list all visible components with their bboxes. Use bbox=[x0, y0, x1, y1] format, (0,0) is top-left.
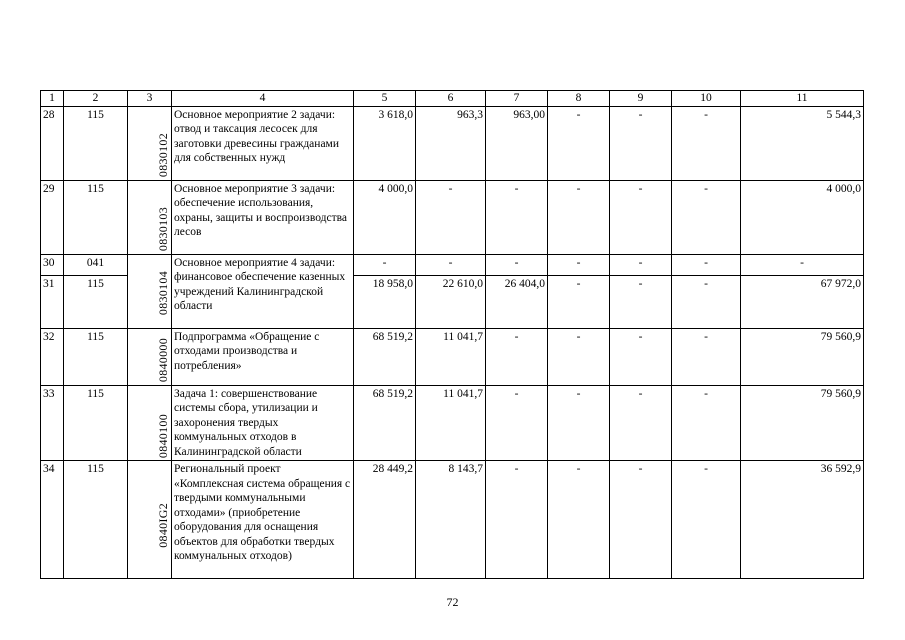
value-5: 68 519,2 bbox=[354, 385, 416, 461]
value-10: - bbox=[672, 180, 741, 254]
target-code bbox=[128, 254, 172, 328]
value-6: 22 610,0 bbox=[416, 275, 486, 328]
value-7: - bbox=[486, 461, 548, 579]
value-10: - bbox=[672, 385, 741, 461]
value-11: 67 972,0 bbox=[741, 275, 864, 328]
table-row bbox=[41, 106, 864, 180]
header-cell: 4 bbox=[172, 91, 354, 107]
value-11: 79 560,9 bbox=[741, 385, 864, 461]
value-8: - bbox=[548, 461, 610, 579]
value-7: 26 404,0 bbox=[486, 275, 548, 328]
description: Основное мероприятие 4 задачи: финансовое обеспечение казенных учреждений Калининградской области bbox=[172, 254, 354, 328]
header-cell: 6 bbox=[416, 91, 486, 107]
value-8: - bbox=[548, 275, 610, 328]
value-6: - bbox=[416, 254, 486, 275]
value-7: - bbox=[486, 180, 548, 254]
value-9: - bbox=[610, 461, 672, 579]
value-11: 5 544,3 bbox=[741, 106, 864, 180]
target-code-text: 0840000 bbox=[155, 338, 170, 383]
value-7: - bbox=[486, 328, 548, 385]
header-cell: 8 bbox=[548, 91, 610, 107]
header-cell: 10 bbox=[672, 91, 741, 107]
value-5: - bbox=[354, 254, 416, 275]
value-9: - bbox=[610, 328, 672, 385]
header-cell: 1 bbox=[41, 91, 64, 107]
value-5: 4 000,0 bbox=[354, 180, 416, 254]
row-number: 28 bbox=[41, 106, 64, 180]
header-cell: 11 bbox=[741, 91, 864, 107]
row-number: 33 bbox=[41, 385, 64, 461]
header-cell: 2 bbox=[64, 91, 128, 107]
value-10: - bbox=[672, 254, 741, 275]
value-8: - bbox=[548, 385, 610, 461]
value-6: 963,3 bbox=[416, 106, 486, 180]
chapter-code: 115 bbox=[64, 461, 128, 579]
header-cell: 9 bbox=[610, 91, 672, 107]
chapter-code: 041 bbox=[64, 254, 128, 275]
value-7: - bbox=[486, 385, 548, 461]
value-7: - bbox=[486, 254, 548, 275]
value-5: 18 958,0 bbox=[354, 275, 416, 328]
chapter-code: 115 bbox=[64, 180, 128, 254]
value-10: - bbox=[672, 275, 741, 328]
target-code-text: 0830104 bbox=[155, 271, 170, 316]
target-code bbox=[128, 328, 172, 385]
value-11: 36 592,9 bbox=[741, 461, 864, 579]
row-number: 34 bbox=[41, 461, 64, 579]
header-cell: 7 bbox=[486, 91, 548, 107]
value-8: - bbox=[548, 328, 610, 385]
value-8: - bbox=[548, 106, 610, 180]
page-number: 72 bbox=[446, 595, 459, 609]
value-9: - bbox=[610, 106, 672, 180]
target-code bbox=[128, 461, 172, 579]
target-code-text: 0840100 bbox=[155, 413, 170, 458]
value-6: - bbox=[416, 180, 486, 254]
value-8: - bbox=[548, 180, 610, 254]
row-number: 31 bbox=[41, 275, 64, 328]
value-11: 4 000,0 bbox=[741, 180, 864, 254]
description: Основное мероприятие 3 задачи: обеспечение использования, охраны, защиты и воспроизводства лесов bbox=[172, 180, 354, 254]
value-9: - bbox=[610, 275, 672, 328]
header-cell: 5 bbox=[354, 91, 416, 107]
row-number: 30 bbox=[41, 254, 64, 275]
table-row bbox=[41, 254, 864, 275]
value-6: 11 041,7 bbox=[416, 385, 486, 461]
description: Региональный проект «Комплексная система обращения с твердыми коммунальными отходами» (приобретение оборудования для оснащения объектов для обработки твердых коммунальных отходов) bbox=[172, 461, 354, 579]
value-11: 79 560,9 bbox=[741, 328, 864, 385]
target-code bbox=[128, 180, 172, 254]
budget-table bbox=[40, 90, 864, 579]
value-5: 68 519,2 bbox=[354, 328, 416, 385]
target-code-text: 0830102 bbox=[155, 133, 170, 178]
row-number: 29 bbox=[41, 180, 64, 254]
value-7: 963,00 bbox=[486, 106, 548, 180]
description: Задача 1: совершенствование системы сбора, утилизации и захоронения твердых коммунальных отходов в Калининградской области bbox=[172, 385, 354, 461]
table-row bbox=[41, 328, 864, 385]
description: Основное мероприятие 2 задачи: отвод и таксация лесосек для заготовки древесины гражданами для собственных нужд bbox=[172, 106, 354, 180]
chapter-code: 115 bbox=[64, 106, 128, 180]
target-code bbox=[128, 385, 172, 461]
header-row bbox=[41, 91, 864, 107]
table-row bbox=[41, 385, 864, 461]
value-11: - bbox=[741, 254, 864, 275]
table-row bbox=[41, 180, 864, 254]
value-9: - bbox=[610, 254, 672, 275]
value-9: - bbox=[610, 180, 672, 254]
value-10: - bbox=[672, 461, 741, 579]
target-code bbox=[128, 106, 172, 180]
chapter-code: 115 bbox=[64, 275, 128, 328]
description: Подпрограмма «Обращение с отходами производства и потребления» bbox=[172, 328, 354, 385]
value-5: 3 618,0 bbox=[354, 106, 416, 180]
target-code-text: 0840IG2 bbox=[155, 503, 170, 548]
value-6: 8 143,7 bbox=[416, 461, 486, 579]
value-6: 11 041,7 bbox=[416, 328, 486, 385]
value-10: - bbox=[672, 328, 741, 385]
chapter-code: 115 bbox=[64, 385, 128, 461]
value-5: 28 449,2 bbox=[354, 461, 416, 579]
chapter-code: 115 bbox=[64, 328, 128, 385]
row-number: 32 bbox=[41, 328, 64, 385]
value-8: - bbox=[548, 254, 610, 275]
header-cell: 3 bbox=[128, 91, 172, 107]
table-row bbox=[41, 461, 864, 579]
target-code-text: 0830103 bbox=[155, 207, 170, 252]
value-9: - bbox=[610, 385, 672, 461]
value-10: - bbox=[672, 106, 741, 180]
